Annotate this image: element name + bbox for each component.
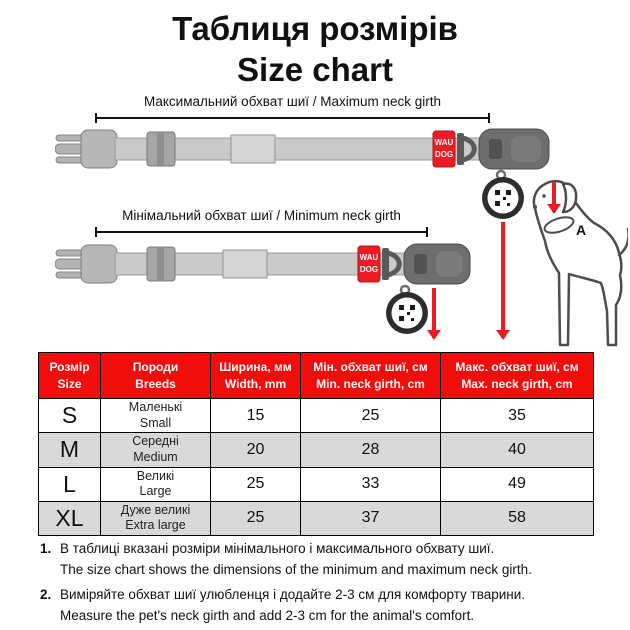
cell-min-girth: 33 — [301, 467, 441, 501]
col-header-max-girth — [441, 353, 594, 399]
table-row-m — [39, 433, 594, 467]
col-header-min-girth — [301, 353, 441, 399]
cell-width: 25 — [211, 467, 301, 501]
cell-max-girth: 40 — [441, 433, 594, 467]
note-1-text-en: The size chart shows the dimensions of the minimum and maximum neck girth. — [60, 561, 532, 577]
cell-min-girth: 25 — [301, 399, 441, 433]
cell-min-girth: 28 — [301, 433, 441, 467]
col-header-breeds-uk: Породи — [132, 360, 179, 375]
cell-width: 25 — [211, 501, 301, 535]
cell-size: L — [39, 467, 101, 501]
collar-illustration-max — [55, 126, 552, 222]
strap-keeper-icon — [231, 135, 275, 163]
col-header-width-uk: Ширина, мм — [219, 360, 292, 375]
max-girth-measurement — [95, 94, 490, 123]
col-header-min-girth-uk: Мін. обхват шиї, см — [313, 360, 428, 375]
cell-size: M — [39, 433, 101, 467]
col-header-breeds-en: Breeds — [135, 376, 176, 391]
col-header-min-girth-en: Min. neck girth, cm — [316, 376, 425, 391]
table-row-xl — [39, 501, 594, 535]
cell-max-girth: 58 — [441, 501, 594, 535]
collar-illustration-min — [55, 241, 475, 337]
breed-uk: Середні — [132, 434, 179, 449]
cell-breed — [101, 399, 211, 433]
buckle-male-icon — [55, 245, 117, 283]
note-number: 2. — [40, 586, 52, 602]
note-1 — [40, 539, 592, 581]
cell-width: 15 — [211, 399, 301, 433]
table-row-s — [39, 399, 594, 433]
col-header-width-en: Width, mm — [224, 376, 287, 391]
collar-position-label: A — [576, 222, 587, 238]
note-2 — [40, 585, 592, 627]
strap-adjuster-icon — [147, 247, 175, 281]
note-number: 1. — [40, 541, 52, 556]
arrow-down-min-to-table-icon — [432, 288, 436, 338]
cell-width: 20 — [211, 433, 301, 467]
buckle-female-icon — [479, 129, 549, 169]
cell-size: S — [39, 399, 101, 433]
col-header-size-uk: Розмір — [49, 360, 90, 375]
breed-en: Extra large — [125, 518, 186, 533]
table-header-row — [39, 353, 594, 399]
notes — [40, 539, 592, 630]
strap-keeper-icon — [223, 250, 267, 278]
col-header-size — [39, 353, 101, 399]
buckle-male-icon — [55, 130, 117, 168]
qr-id-tag-icon — [482, 171, 524, 219]
min-girth-label: Мінімальний обхват шиї / Minimum neck girth — [122, 208, 401, 223]
breed-en: Large — [139, 484, 172, 499]
brand-text-wau: WAU — [434, 138, 454, 147]
waudog-brand-label — [358, 246, 380, 282]
col-header-max-girth-uk: Макс. обхват шиї, см — [455, 360, 579, 375]
note-2-text-uk: Виміряйте обхват шиї улюбленця і додайте 2-3 см для комфорту тварини. — [60, 586, 526, 602]
size-chart-table — [38, 352, 594, 536]
note-1-text-uk: В таблиці вказані розміри мінімального і максимального обхвату шиї. — [60, 541, 495, 556]
cell-max-girth: 49 — [441, 467, 594, 501]
min-girth-measure-line — [95, 227, 428, 237]
breed-uk: Великі — [136, 468, 175, 483]
col-header-width — [211, 353, 301, 399]
dog-tail — [619, 229, 628, 255]
brand-text-dog: DOG — [359, 265, 379, 274]
page-title-uk: Таблиця розмірів — [172, 10, 458, 47]
arrow-down-to-dog-neck-icon — [552, 182, 556, 212]
breed-en: Medium — [133, 449, 178, 464]
col-header-size-en: Size — [57, 376, 82, 391]
cell-size: XL — [39, 501, 101, 535]
max-girth-measure-line — [95, 113, 490, 123]
arrow-down-max-to-table-icon — [501, 222, 505, 338]
cell-min-girth: 37 — [301, 501, 441, 535]
note-2-text-en: Measure the pet's neck girth and add 2-3 cm for the animal's comfort. — [60, 607, 475, 623]
breed-uk: Дуже великі — [120, 502, 191, 517]
breed-en: Small — [139, 415, 172, 430]
qr-id-tag-icon — [386, 286, 428, 334]
col-header-breeds — [101, 353, 211, 399]
strap-adjuster-icon — [147, 132, 175, 166]
col-header-max-girth-en: Max. neck girth, cm — [461, 376, 573, 391]
max-girth-label: Максимальний обхват шиї / Maximum neck girth — [143, 94, 442, 109]
cell-max-girth: 35 — [441, 399, 594, 433]
brand-text-dog: DOG — [434, 150, 454, 159]
table-row-l — [39, 467, 594, 501]
breed-uk: Маленькі — [128, 400, 183, 414]
page-title-en: Size chart — [237, 50, 393, 88]
brand-text-wau: WAU — [359, 253, 379, 262]
cell-breed — [101, 433, 211, 467]
cell-breed — [101, 501, 211, 535]
cell-breed — [101, 467, 211, 501]
waudog-brand-label — [433, 131, 455, 167]
buckle-female-icon — [404, 244, 470, 284]
